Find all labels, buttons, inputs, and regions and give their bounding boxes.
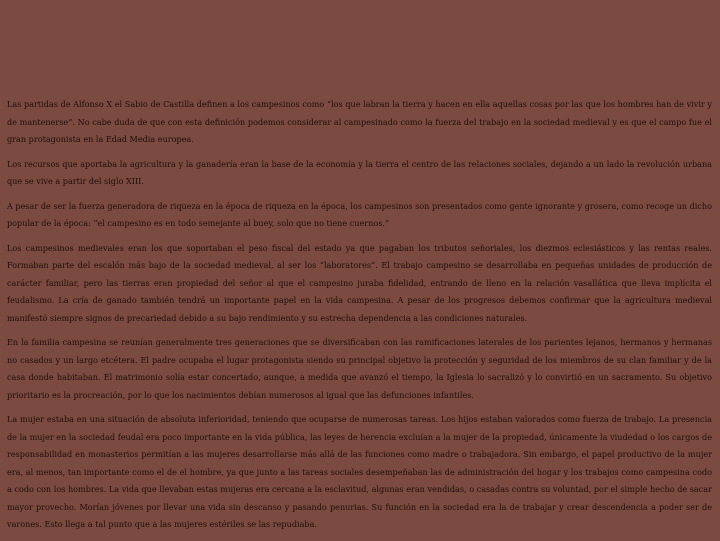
paragraph-definicion-campesinos: Las partidas de Alfonso X el Sabio de Castilla definen a los campesinos como “los que labran la tierra y hacen en ella aquellas cosas por las que los hombres han de vivir y de mantenerse”. No cabe duda de que con esta definición podemos considerar al campesinado como la fuerza del trabajo en la sociedad medieval y es que el campo fue el gran protagonista en la Edad Media europea.	[7, 99, 712, 144]
paragraph-recursos: Los recursos que aportaba la agricultura y la ganadería eran la base de la economía y la tierra el centro de las relaciones sociales, dejando a un lado la revolución urbana que se vive a partir del siglo XIII.	[7, 158, 712, 186]
paragraph-fuerza-generadora: A pesar de ser la fuerza generadora de riqueza en la época de riqueza en la época, los campesinos son presentados como gente ignorante y grosera, como recoge un dicho popular de la época: “el campesino es en todo semejante al buey, solo que no tiene cuernos.”	[7, 200, 712, 228]
paragraph-familia-campesina: En la familia campesina se reunían generalmente tres generaciones que se diversificaban con las ramificaciones laterales de los parientes lejanos, hermanos y hermanas no casados y un largo etcétera. El padre ocupaba el lugar protagonista siendo su principal objetivo la protección y seguridad de los miembros de su clan familiar y de la casa donde habitaban. El matrimonio solía estar concertado, aunque, a medida que avanzó el tiempo, la Iglesia lo sacralizó y lo convirtió en un sacramento. Su objetivo prioritario es la procreación, por lo que los nacimientos debían numerosos al igual que las defunciones infantiles.	[7, 337, 712, 400]
paragraph-mujer: La mujer estaba en una situación de absoluta inferioridad, teniendo que ocuparse de numerosas tareas. Los hijos estaban valorados como fuerza de trabajo. La presencia de la mujer en la sociedad feudal era poco importante en la vida pública, las leyes de herencia excluían a la mujer de la propiedad, únicamente la viudedad o los cargos de responsabilidad en monasterios permitían a las mujeres desarrollarse más allá de las funciones como madre o trabajadora. Sin embargo, el papel productivo de la mujer era, al menos, tan importante como el de el hombre, ya que junto a las tareas sociales desempeñaban las de administración del hogar y los trabajos como campesina codo a codo con los hombres. La vida que llevaban estas mujeras era cercana a la esclavitud, algunas eran vendidas, o casadas contra su voluntad, por el simple hecho de sacar mayor provecho. Morían jóvenes por llevar una vida sin descanso y pasando penurias. Su función en la sociedad era la de trabajar y crear descendencia a poder ser de varones. Esto llega a tal punto que a las mujeres estériles se las repudiaba.	[7, 414, 712, 529]
paragraph-campesinos-medievales: Los campesinos medievales eran los que soportaban el peso fiscal del estado ya que pagaban los tributos señoriales, los diezmos eclesiásticos y las rentas reales. Formaban parte del escalón más bajo de la sociedad medieval, al ser los “laboratores”. El trabajo campesino se desarrollaba en pequeñas unidades de producción de carácter familiar, pero las tierras eran propiedad del señor al que el campesino juraba fidelidad, entrando de lleno en la relación vasallática que lleva implícita el feudalismo. La cría de ganado también tendrá un importante papel en la vida campesina. A pesar de los progresos debemos confirmar que la agricultura medieval manifestó siempre signos de precariedad debido a su bajo rendimiento y su estrecha dependencia a las condiciones naturales.	[7, 242, 712, 323]
slide-body	[7, 96, 712, 541]
